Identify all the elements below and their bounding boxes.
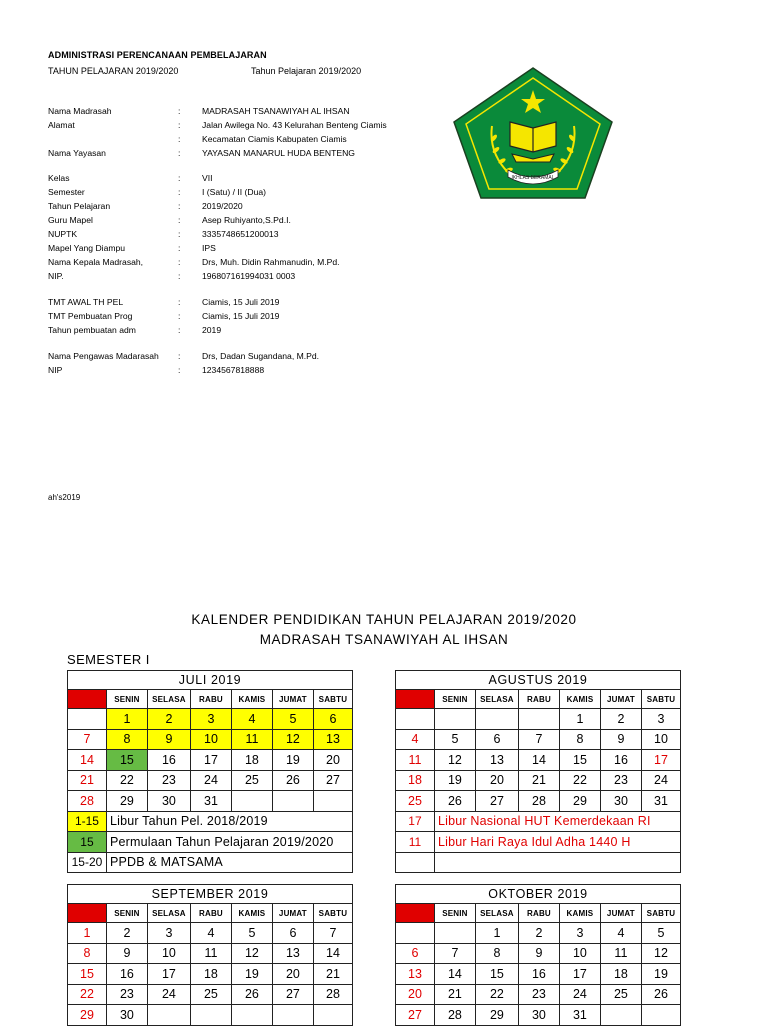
calendar-title: KALENDER PENDIDIKAN TAHUN PELAJARAN 2019/2020	[191, 612, 577, 627]
weekday-header: JUMAT	[600, 690, 641, 709]
day-cell	[518, 709, 559, 730]
field-label: Alamat	[48, 120, 75, 130]
day-cell: 31	[190, 791, 231, 812]
weekday-header: KAMIS	[559, 690, 600, 709]
week-row	[68, 1005, 353, 1026]
day-cell: 13	[475, 750, 518, 771]
day-cell: 20	[272, 964, 313, 985]
legend-key	[396, 852, 435, 873]
day-cell: 25	[600, 984, 641, 1005]
field-value: IPS	[202, 243, 216, 253]
day-cell: 30	[106, 1005, 147, 1026]
weekday-header: SENIN	[106, 690, 147, 709]
day-cell	[434, 709, 475, 730]
month-name: JULI 2019	[68, 671, 353, 690]
day-cell: 19	[231, 964, 272, 985]
weekday-header: RABU	[190, 690, 231, 709]
day-cell: 24	[190, 770, 231, 791]
legend-text: Libur Nasional HUT Kemerdekaan RI	[434, 811, 680, 832]
field-label: NUPTK	[48, 229, 78, 239]
day-cell: 28	[313, 984, 352, 1005]
weekday-header: SABTU	[641, 904, 680, 923]
madrasah-logo	[452, 66, 614, 200]
day-cell: 15	[68, 964, 107, 985]
day-cell: 8	[106, 729, 147, 750]
day-cell: 22	[559, 770, 600, 791]
day-cell: 27	[272, 984, 313, 1005]
day-cell: 16	[518, 964, 559, 985]
field-label: Mapel Yang Diampu	[48, 243, 126, 253]
legend-text: Libur Hari Raya Idul Adha 1440 H	[434, 832, 680, 853]
day-cell: 6	[396, 943, 435, 964]
legend-row	[396, 852, 681, 873]
day-cell: 1	[106, 709, 147, 730]
field-colon: :	[178, 187, 181, 197]
field-value: Ciamis, 15 Juli 2019	[202, 297, 280, 307]
field-label: NIP	[48, 365, 63, 375]
week-row	[68, 729, 353, 750]
week-row	[68, 984, 353, 1005]
day-cell: 9	[147, 729, 190, 750]
day-cell: 13	[313, 729, 352, 750]
day-cell: 7	[68, 729, 107, 750]
day-cell: 4	[190, 923, 231, 944]
day-cell: 26	[272, 770, 313, 791]
day-cell: 29	[106, 791, 147, 812]
day-cell: 31	[641, 791, 680, 812]
field-colon: :	[178, 201, 181, 211]
day-cell: 6	[313, 709, 352, 730]
day-cell: 24	[641, 770, 680, 791]
field-colon: :	[178, 173, 181, 183]
day-cell: 8	[68, 943, 107, 964]
day-cell: 1	[559, 709, 600, 730]
week-row	[396, 1005, 681, 1026]
field-label: Guru Mapel	[48, 215, 93, 225]
day-cell: 20	[475, 770, 518, 791]
day-cell: 29	[68, 1005, 107, 1026]
day-cell: 17	[147, 964, 190, 985]
field-label: TMT Pembuatan Prog	[48, 311, 133, 321]
day-cell: 22	[68, 984, 107, 1005]
day-cell: 20	[396, 984, 435, 1005]
week-row	[68, 709, 353, 730]
weekday-header: SELASA	[147, 690, 190, 709]
day-cell: 9	[106, 943, 147, 964]
day-cell: 22	[475, 984, 518, 1005]
day-cell: 8	[559, 729, 600, 750]
week-row	[68, 750, 353, 771]
day-cell	[272, 1005, 313, 1026]
month-calendar	[395, 884, 681, 1026]
day-cell: 3	[190, 709, 231, 730]
day-cell: 7	[434, 943, 475, 964]
field-colon: :	[178, 271, 181, 281]
day-cell: 1	[68, 923, 107, 944]
day-cell: 15	[559, 750, 600, 771]
day-cell: 14	[313, 943, 352, 964]
field-colon: :	[178, 134, 181, 144]
week-row	[396, 984, 681, 1005]
month-calendar	[67, 670, 353, 873]
day-cell: 1	[475, 923, 518, 944]
day-cell: 12	[434, 750, 475, 771]
field-label: Kelas	[48, 173, 70, 183]
day-cell: 2	[600, 709, 641, 730]
legend-row	[68, 811, 353, 832]
field-colon: :	[178, 148, 181, 158]
week-row	[68, 964, 353, 985]
day-cell: 4	[231, 709, 272, 730]
day-cell: 28	[434, 1005, 475, 1026]
day-cell: 25	[396, 791, 435, 812]
day-cell: 11	[231, 729, 272, 750]
weekday-header: JUMAT	[600, 904, 641, 923]
semester-label: SEMESTER I	[67, 652, 150, 667]
month-name: OKTOBER 2019	[396, 885, 681, 904]
weekday-header: KAMIS	[231, 690, 272, 709]
field-value: Drs, Muh. Didin Rahmanudin, M.Pd.	[202, 257, 340, 267]
week-row	[68, 923, 353, 944]
weekday-header: JUMAT	[272, 904, 313, 923]
day-cell: 17	[641, 750, 680, 771]
day-cell: 17	[559, 964, 600, 985]
field-colon: :	[178, 229, 181, 239]
day-cell	[190, 1005, 231, 1026]
weekday-header: SELASA	[475, 690, 518, 709]
day-cell: 28	[518, 791, 559, 812]
week-row	[68, 791, 353, 812]
weekday-header: AHAD	[68, 904, 107, 923]
day-cell	[475, 709, 518, 730]
day-cell: 30	[147, 791, 190, 812]
weekday-header: RABU	[518, 690, 559, 709]
day-cell: 2	[147, 709, 190, 730]
day-cell: 11	[190, 943, 231, 964]
day-cell: 3	[559, 923, 600, 944]
week-row	[396, 923, 681, 944]
weekday-header: SABTU	[641, 690, 680, 709]
week-row	[68, 770, 353, 791]
day-cell	[396, 709, 435, 730]
day-cell: 19	[641, 964, 680, 985]
legend-text	[434, 852, 680, 873]
legend-row	[396, 832, 681, 853]
field-colon: :	[178, 325, 181, 335]
field-colon: :	[178, 297, 181, 307]
week-row	[396, 729, 681, 750]
field-colon: :	[178, 257, 181, 267]
weekday-header: SENIN	[434, 904, 475, 923]
weekday-header: SELASA	[475, 904, 518, 923]
day-cell: 21	[518, 770, 559, 791]
weekday-header: AHAD	[396, 904, 435, 923]
legend-key: 15-20	[68, 852, 107, 873]
field-label: NIP.	[48, 271, 64, 281]
day-cell: 23	[518, 984, 559, 1005]
legend-text: Permulaan Tahun Pelajaran 2019/2020	[106, 832, 352, 853]
day-cell: 19	[434, 770, 475, 791]
week-row	[396, 770, 681, 791]
day-cell: 18	[231, 750, 272, 771]
weekday-header: KAMIS	[559, 904, 600, 923]
day-cell	[641, 1005, 680, 1026]
day-cell: 26	[231, 984, 272, 1005]
field-label: TMT AWAL TH PEL	[48, 297, 124, 307]
day-cell: 30	[600, 791, 641, 812]
field-label: Nama Kepala Madrasah,	[48, 257, 144, 267]
day-cell: 5	[231, 923, 272, 944]
day-cell	[231, 791, 272, 812]
day-cell: 21	[434, 984, 475, 1005]
week-row	[396, 709, 681, 730]
field-label: Nama Yayasan	[48, 148, 106, 158]
day-cell: 9	[518, 943, 559, 964]
day-cell: 14	[434, 964, 475, 985]
day-cell: 10	[641, 729, 680, 750]
day-cell	[434, 923, 475, 944]
day-cell: 31	[559, 1005, 600, 1026]
weekday-header: SABTU	[313, 904, 352, 923]
svg-text:IKHLAS BERAMAL: IKHLAS BERAMAL	[511, 175, 555, 181]
day-cell: 16	[147, 750, 190, 771]
day-cell: 14	[518, 750, 559, 771]
day-cell: 6	[272, 923, 313, 944]
day-cell: 28	[68, 791, 107, 812]
field-label: Tahun pembuatan adm	[48, 325, 136, 335]
day-cell: 12	[272, 729, 313, 750]
field-value: Ciamis, 15 Juli 2019	[202, 311, 280, 321]
footnote: ah's2019	[48, 493, 81, 502]
field-value: Jalan Awilega No. 43 Kelurahan Benteng Ciamis	[202, 120, 387, 130]
day-cell: 5	[272, 709, 313, 730]
field-label: Tahun Pelajaran	[48, 201, 111, 211]
day-cell: 7	[313, 923, 352, 944]
day-cell: 14	[68, 750, 107, 771]
day-cell: 26	[641, 984, 680, 1005]
day-cell: 29	[559, 791, 600, 812]
day-cell	[600, 1005, 641, 1026]
day-cell: 2	[106, 923, 147, 944]
field-colon: :	[178, 311, 181, 321]
week-row	[396, 943, 681, 964]
field-value: I (Satu) / II (Dua)	[202, 187, 266, 197]
month-name: AGUSTUS 2019	[396, 671, 681, 690]
day-cell: 15	[475, 964, 518, 985]
field-value: 2019	[202, 325, 222, 335]
field-label: Nama Pengawas Madarasah	[48, 351, 159, 361]
day-cell: 20	[313, 750, 352, 771]
day-cell: 18	[190, 964, 231, 985]
day-cell: 12	[231, 943, 272, 964]
day-cell: 16	[106, 964, 147, 985]
field-value: 2019/2020	[202, 201, 243, 211]
day-cell: 19	[272, 750, 313, 771]
legend-key: 1-15	[68, 811, 107, 832]
day-cell: 25	[190, 984, 231, 1005]
day-cell: 13	[396, 964, 435, 985]
day-cell	[396, 923, 435, 944]
weekday-header: AHAD	[68, 690, 107, 709]
day-cell: 13	[272, 943, 313, 964]
legend-text: Libur Tahun Pel. 2018/2019	[106, 811, 352, 832]
day-cell	[313, 791, 352, 812]
day-cell: 12	[641, 943, 680, 964]
month-name: SEPTEMBER 2019	[68, 885, 353, 904]
legend-row	[68, 832, 353, 853]
field-value: 3335748651200013	[202, 229, 279, 239]
day-cell: 24	[559, 984, 600, 1005]
weekday-header: RABU	[518, 904, 559, 923]
weekday-header: SENIN	[106, 904, 147, 923]
field-label: Nama Madrasah	[48, 106, 112, 116]
week-row	[68, 943, 353, 964]
day-cell: 4	[396, 729, 435, 750]
day-cell: 27	[475, 791, 518, 812]
day-cell: 9	[600, 729, 641, 750]
weekday-header: JUMAT	[272, 690, 313, 709]
day-cell: 3	[147, 923, 190, 944]
field-value: 1234567818888	[202, 365, 265, 375]
day-cell: 8	[475, 943, 518, 964]
day-cell: 3	[641, 709, 680, 730]
day-cell: 7	[518, 729, 559, 750]
field-value: 196807161994031 0003	[202, 271, 296, 281]
legend-key: 15	[68, 832, 107, 853]
day-cell: 22	[106, 770, 147, 791]
day-cell: 17	[190, 750, 231, 771]
legend-key: 17	[396, 811, 435, 832]
day-cell: 25	[231, 770, 272, 791]
week-row	[396, 964, 681, 985]
day-cell: 11	[396, 750, 435, 771]
field-colon: :	[178, 365, 181, 375]
day-cell: 23	[147, 770, 190, 791]
day-cell: 15	[106, 750, 147, 771]
day-cell: 21	[68, 770, 107, 791]
legend-key: 11	[396, 832, 435, 853]
admin-title: ADMINISTRASI PERENCANAAN PEMBELAJARAN	[48, 50, 267, 60]
legend-text: PPDB & MATSAMA	[106, 852, 352, 873]
field-value: Kecamatan Ciamis Kabupaten Ciamis	[202, 134, 347, 144]
field-value: MADRASAH TSANAWIYAH AL IHSAN	[202, 106, 350, 116]
day-cell: 11	[600, 943, 641, 964]
week-row	[396, 750, 681, 771]
field-value: Asep Ruhiyanto,S.Pd.I.	[202, 215, 291, 225]
legend-row	[68, 852, 353, 873]
legend-row	[396, 811, 681, 832]
day-cell: 10	[190, 729, 231, 750]
field-colon: :	[178, 106, 181, 116]
day-cell: 30	[518, 1005, 559, 1026]
admin-subtitle-left: TAHUN PELAJARAN 2019/2020	[48, 66, 179, 76]
month-calendar	[395, 670, 681, 873]
day-cell: 4	[600, 923, 641, 944]
week-row	[396, 791, 681, 812]
day-cell: 5	[641, 923, 680, 944]
day-cell	[68, 709, 107, 730]
day-cell: 18	[396, 770, 435, 791]
weekday-header: SENIN	[434, 690, 475, 709]
field-value: Drs, Dadan Sugandana, M.Pd.	[202, 351, 320, 361]
day-cell: 23	[106, 984, 147, 1005]
day-cell: 5	[434, 729, 475, 750]
weekday-header: KAMIS	[231, 904, 272, 923]
day-cell	[313, 1005, 352, 1026]
day-cell	[272, 791, 313, 812]
day-cell: 23	[600, 770, 641, 791]
field-colon: :	[178, 243, 181, 253]
day-cell: 21	[313, 964, 352, 985]
day-cell	[147, 1005, 190, 1026]
day-cell: 24	[147, 984, 190, 1005]
day-cell: 10	[147, 943, 190, 964]
day-cell: 10	[559, 943, 600, 964]
admin-subtitle-right: Tahun Pelajaran 2019/2020	[251, 66, 362, 76]
weekday-header: SELASA	[147, 904, 190, 923]
field-colon: :	[178, 351, 181, 361]
weekday-header: AHAD	[396, 690, 435, 709]
day-cell: 18	[600, 964, 641, 985]
month-calendar	[67, 884, 353, 1026]
day-cell: 16	[600, 750, 641, 771]
day-cell: 6	[475, 729, 518, 750]
day-cell: 2	[518, 923, 559, 944]
field-value: YAYASAN MANARUL HUDA BENTENG	[202, 148, 355, 158]
day-cell	[231, 1005, 272, 1026]
field-value: VII	[202, 173, 213, 183]
day-cell: 29	[475, 1005, 518, 1026]
day-cell: 26	[434, 791, 475, 812]
calendar-school-name: MADRASAH TSANAWIYAH AL IHSAN	[259, 632, 509, 647]
field-colon: :	[178, 215, 181, 225]
field-colon: :	[178, 120, 181, 130]
weekday-header: SABTU	[313, 690, 352, 709]
field-label: Semester	[48, 187, 85, 197]
weekday-header: RABU	[190, 904, 231, 923]
day-cell: 27	[313, 770, 352, 791]
day-cell: 27	[396, 1005, 435, 1026]
